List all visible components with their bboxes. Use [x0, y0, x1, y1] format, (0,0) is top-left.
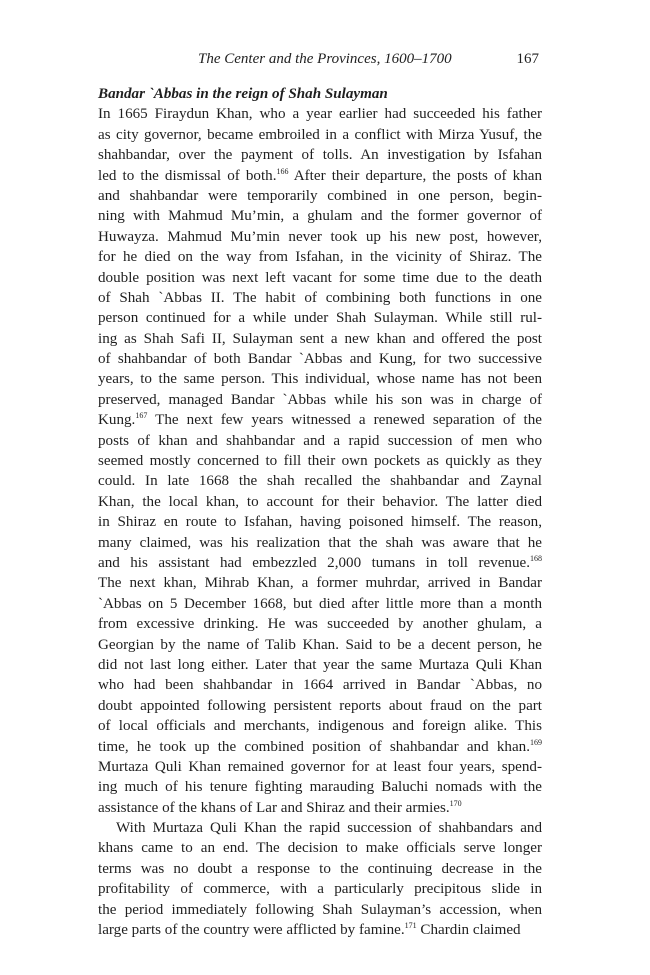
- section-heading: Bandar `Abbas in the reign of Shah Sulayman: [98, 86, 388, 102]
- text-line-content: seemed mostly concerned to fill their own pockets as quickly as they: [98, 453, 542, 470]
- text-line: [98, 308, 542, 328]
- text-line-content: many claimed, was his realization that the shah was aware that he: [98, 534, 542, 551]
- text-line: [98, 369, 542, 389]
- text-line-content: In 1665 Firaydun Khan, who a year earlier had succeeded his father: [98, 106, 542, 123]
- text-line-content: from excessive drinking. He was succeeded by another ghulam, a: [98, 616, 542, 633]
- text-line: [98, 838, 542, 858]
- text-line-content: `Abbas on 5 December 1668, but died after little more than a month: [98, 595, 542, 612]
- text-line-content: With Murtaza Quli Khan the rapid succession of shahbandars and: [116, 820, 542, 837]
- text-line-content: ing much of his tenure fighting marauding Baluchi nomads with the: [98, 779, 542, 796]
- text-line-content: The next khan, Mihrab Khan, a former muhrdar, arrived in Bandar: [98, 575, 542, 592]
- text-line: [98, 186, 542, 206]
- text-line: [98, 533, 542, 553]
- text-line: [98, 125, 542, 145]
- text-line: [98, 818, 542, 838]
- text-line-continuation: Chardin claimed: [416, 922, 521, 939]
- text-line: [98, 329, 542, 349]
- text-line-content: the period immediately following Shah Sulayman’s accession, when: [98, 901, 542, 918]
- text-line: [98, 268, 542, 288]
- text-line-content: large parts of the country were afflicted by famine.: [98, 922, 405, 939]
- text-line: [98, 227, 542, 247]
- text-line: [98, 900, 542, 920]
- text-line-content: led to the dismissal of both.: [98, 167, 277, 184]
- text-line: [98, 879, 542, 899]
- text-line: [98, 166, 542, 186]
- text-line-content: assistance of the khans of Lar and Shiraz and their armies.: [98, 799, 450, 816]
- text-line: [98, 431, 542, 451]
- text-line: [98, 655, 542, 675]
- text-line: [98, 206, 542, 226]
- text-line: [98, 614, 542, 634]
- text-line-content: of local officials and merchants, indigenous and foreign alike. This: [98, 718, 542, 735]
- text-line-content: ing as Shah Safi II, Sulayman sent a new khan and offered the post: [98, 330, 542, 347]
- text-line: [98, 390, 542, 410]
- text-line: [98, 859, 542, 879]
- text-line: [98, 635, 542, 655]
- text-line-content: and his assistant had embezzled 2,000 tumans in toll revenue.: [98, 554, 530, 571]
- text-line-content: shahbandar, over the payment of tolls. An investigation by Isfahan: [98, 147, 542, 164]
- footnote-marker[interactable]: 170: [449, 798, 462, 808]
- text-line: [98, 737, 542, 757]
- text-line: [98, 451, 542, 471]
- footnote-marker[interactable]: 169: [530, 737, 542, 747]
- text-line-content: time, he took up the combined position of shahbandar and khan.: [98, 738, 530, 755]
- footnote-marker[interactable]: 171: [404, 921, 417, 931]
- text-line-content: Huwayza. Mahmud Mu’min never took up his new post, however,: [98, 228, 542, 245]
- text-line-content: years, to the same person. This individual, whose name has not been: [98, 371, 542, 388]
- text-line-content: did not last long either. Later that year the same Murtaza Quli Khan: [98, 656, 542, 673]
- text-line: [98, 777, 542, 797]
- text-line: [98, 492, 542, 512]
- text-line-content: who had been shahbandar in 1664 arrived in Bandar `Abbas, no: [98, 677, 542, 694]
- running-title: The Center and the Provinces, 1600–1700: [198, 51, 452, 67]
- text-line: [98, 675, 542, 695]
- text-line: [98, 798, 542, 818]
- running-head: [98, 51, 543, 71]
- text-line-content: profitability of commerce, with a particularly precipitous slide in: [98, 881, 542, 898]
- text-line: [98, 104, 542, 124]
- text-line: [98, 471, 542, 491]
- footnote-marker[interactable]: 166: [276, 166, 289, 176]
- text-line: [98, 757, 542, 777]
- text-line: [98, 594, 542, 614]
- text-line-content: terms was no doubt a response to the continuing decrease in the: [98, 860, 542, 877]
- text-line-content: in Shiraz en route to Isfahan, having poisoned himself. The reason,: [98, 514, 542, 531]
- text-line-content: ning with Mahmud Mu’min, a ghulam and the former governor of: [98, 208, 542, 225]
- text-line: [98, 410, 542, 430]
- text-line-content: Kung.: [98, 412, 136, 429]
- text-line-content: doubt appointed following persistent reports about fraud on the part: [98, 697, 542, 714]
- text-line-content: for he died on the way from Isfahan, in the vicinity of Shiraz. The: [98, 249, 542, 266]
- text-line-content: could. In late 1668 the shah recalled the shahbandar and Zaynal: [98, 473, 542, 490]
- text-line: [98, 553, 542, 573]
- text-line-content: khans came to an end. The decision to make officials serve longer: [98, 840, 542, 857]
- text-line: [98, 696, 542, 716]
- text-line: [98, 716, 542, 736]
- paragraph-lines: [98, 104, 542, 940]
- text-line-content: of shahbandar of both Bandar `Abbas and Kung, for two successive: [98, 351, 542, 368]
- text-line: [98, 349, 542, 369]
- text-line-content: of Shah `Abbas II. The habit of combining both functions in one: [98, 289, 542, 306]
- text-line-content: as city governor, became embroiled in a conflict with Mirza Yusuf, the: [98, 126, 542, 143]
- text-line-content: Khan, the local khan, to account for their behavior. The latter died: [98, 493, 542, 510]
- text-line-content: Murtaza Quli Khan remained governor for at least four years, spend-: [98, 758, 542, 775]
- footnote-marker[interactable]: 168: [530, 553, 542, 563]
- text-line: [98, 573, 542, 593]
- text-line-continuation: After their departure, the posts of khan: [288, 167, 542, 184]
- footnote-marker[interactable]: 167: [135, 411, 148, 421]
- page-number: 167: [516, 51, 539, 67]
- body-text: [98, 84, 542, 940]
- text-line: [98, 512, 542, 532]
- text-line: [98, 247, 542, 267]
- text-line: [98, 288, 542, 308]
- text-line-content: Georgian by the name of Talib Khan. Said to be a decent person, he: [98, 636, 542, 653]
- text-line-content: double position was next left vacant for some time due to the death: [98, 269, 542, 286]
- text-line-content: person continued for a while under Shah Sulayman. While still rul-: [98, 310, 542, 327]
- text-line-continuation: The next few years witnessed a renewed separation of the: [147, 412, 542, 429]
- text-line-content: preserved, managed Bandar `Abbas while his son was in charge of: [98, 391, 542, 408]
- text-line: [98, 145, 542, 165]
- text-line-content: posts of khan and shahbandar and a rapid succession of men who: [98, 432, 542, 449]
- text-line: [98, 920, 542, 940]
- text-line-content: and shahbandar were temporarily combined in one person, begin-: [98, 187, 542, 204]
